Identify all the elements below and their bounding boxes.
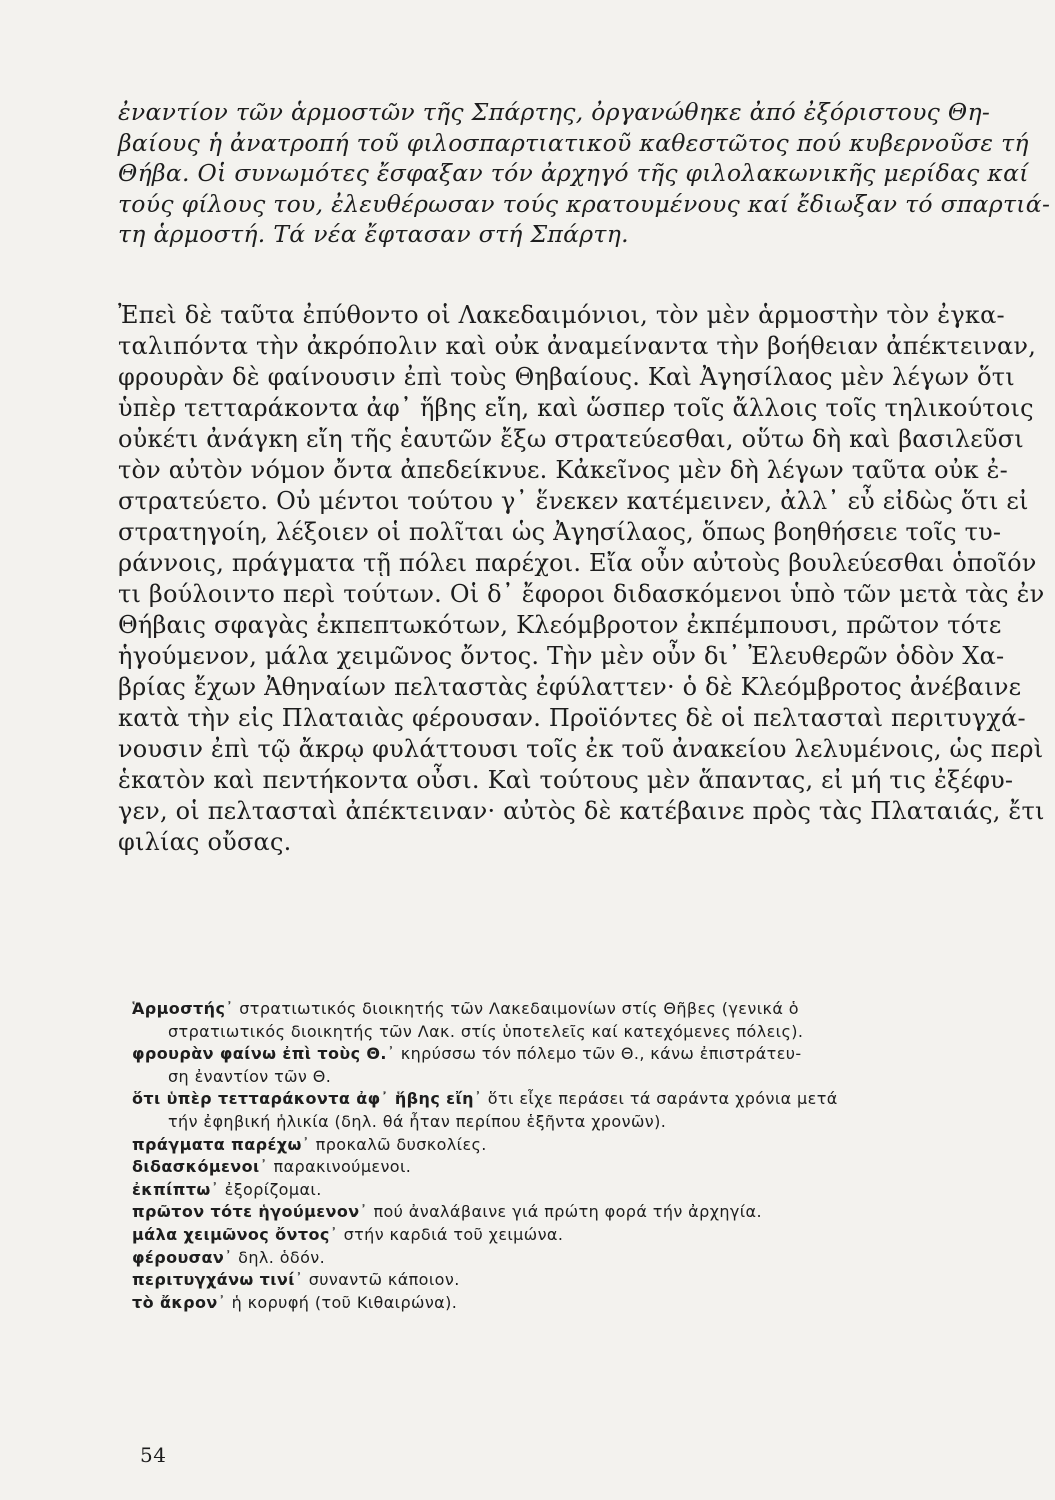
glossary-definition: ἐξορίζομαι. (224, 1179, 322, 1199)
text-line: κατὰ τὴν εἰς Πλαταιὰς φέρουσαν. Προϊόντες δὲ οἱ πελτασταὶ περιτυγχά- (118, 704, 1026, 732)
text-line: γεν, οἱ πελτασταὶ ἀπέκτειναν· αὐτὸς δὲ κατέβαινε πρὸς τὰς Πλαταιάς, ἔτι (118, 797, 1045, 825)
intro-line: τη ἁρμοστή. Τά νέα ἔφτασαν στή Σπάρτη. (118, 220, 629, 248)
text-line: ἑκατὸν καὶ πεντήκοντα οὖσι. Καὶ τούτους μὲν ἅπαντας, εἰ μή τις ἐξέφυ- (118, 766, 1014, 794)
glossary-definition-continued: ση ἐναντίον τῶν Θ. (168, 1066, 332, 1086)
intro-paragraph (118, 97, 1051, 250)
text-line: τι βούλοιντο περὶ τούτων. Οἱ δ᾽ ἔφοροι διδασκόμενοι ὑπὸ τῶν μετὰ τὰς ἐν (118, 580, 1045, 608)
text-line: φρουρὰν δὲ φαίνουσιν ἐπὶ τοὺς Θηβαίους. Καὶ Ἀγησίλαος μὲν λέγων ὅτι (118, 363, 1015, 391)
glossary-entry: φρουρὰν φαίνω ἐπὶ τοὺς Θ.᾽ κηρύσσω τόν πόλεμο τῶν Θ., κάνω ἐπιστράτευ- ση ἐναντίον τῶν Θ. (132, 1043, 1002, 1088)
text-line: Θήβαις σφαγὰς ἐκπεπτωκότων, Κλεόμβροτον ἐκπέμπουσι, πρῶτον τότε (118, 611, 1002, 639)
glossary-entry: πρῶτον τότε ἡγούμενον᾽ πού ἀναλάβαινε γιά πρώτη φορά τήν ἀρχηγία. (132, 1202, 762, 1222)
glossary-definition-continued: στρατιωτικός διοικητής τῶν Λακ. στίς ὑποτελεῖς καί κατεχόμενες πόλεις). (168, 1021, 804, 1041)
glossary-entry: ἐκπίπτω᾽ ἐξορίζομαι. (132, 1179, 322, 1199)
ancient-greek-passage (118, 300, 1045, 858)
glossary-term: πράγματα παρέχω (132, 1134, 302, 1154)
glossary-definition: προκαλῶ δυσκολίες. (315, 1134, 487, 1154)
glossary-entry: φέρουσαν᾽ δηλ. ὁδόν. (132, 1247, 326, 1267)
intro-line: ἐναντίον τῶν ἁρμοστῶν τῆς Σπάρτης, ὀργανώθηκε ἀπό ἐξόριστους Θη- (118, 98, 991, 126)
text-line: ὑπὲρ τετταράκοντα ἀφ᾽ ἥβης εἴη, καὶ ὥσπερ τοῖς ἄλλοις τοῖς τηλικούτοις (118, 394, 1034, 422)
glossary-entry: διδασκόμενοι᾽ παρακινούμενοι. (132, 1157, 412, 1177)
glossary-term: διδασκόμενοι (132, 1157, 260, 1177)
glossary-term: πρῶτον τότε ἡγούμενον (132, 1202, 360, 1222)
glossary-entry: τὸ ἄκρον᾽ ἡ κορυφή (τοῦ Κιθαιρώνα). (132, 1292, 458, 1312)
glossary-definition: ἡ κορυφή (τοῦ Κιθαιρώνα). (231, 1292, 458, 1312)
glossary-definition: παρακινούμενοι. (273, 1157, 412, 1177)
text-line: ταλιπόντα τὴν ἀκρόπολιν καὶ οὐκ ἀναμείναντα τὴν βοήθειαν ἀπέκτειναν, (118, 332, 1037, 360)
glossary-definition: κηρύσσω τόν πόλεμο τῶν Θ., κάνω ἐπιστράτευ- (400, 1044, 802, 1064)
text-line: βρίας ἔχων Ἀθηναίων πελταστὰς ἐφύλαττεν· ὁ δὲ Κλεόμβροτος ἀνέβαινε (118, 673, 1022, 701)
text-line: τὸν αὐτὸν νόμον ὄντα ἀπεδείκνυε. Κἀκεῖνος μὲν δὴ λέγων ταῦτα οὐκ ἐ- (118, 456, 1008, 484)
glossary-term: μάλα χειμῶνος ὄντος (132, 1224, 330, 1244)
glossary (132, 998, 1002, 1314)
text-line: νουσιν ἐπὶ τῷ ἄκρῳ φυλάττουσι τοῖς ἐκ τοῦ ἀνακείου λελυμένοις, ὡς περὶ (118, 735, 1044, 763)
text-line: φιλίας οὔσας. (118, 828, 292, 856)
text-line: στρατεύετο. Οὐ μέντοι τούτου γ᾽ ἕνεκεν κατέμεινεν, ἀλλ᾽ εὖ εἰδὼς ὅτι εἰ (118, 487, 1029, 515)
text-line: ράννοις, πράγματα τῇ πόλει παρέχοι. Εἴα οὖν αὐτοὺς βουλεύεσθαι ὁποῖόν (118, 549, 1037, 577)
glossary-definition-continued: τήν ἐφηβική ἡλικία (δηλ. θά ἦταν περίπου ἑξῆντα χρονῶν). (168, 1111, 667, 1131)
glossary-term: φρουρὰν φαίνω ἐπὶ τοὺς Θ. (132, 1044, 387, 1064)
glossary-entry: ὅτι ὑπὲρ τετταράκοντα ἀφ᾽ ἥβης εἴη᾽ ὅτι εἶχε περάσει τά σαράντα χρόνια μετά τήν ἐφηβική ἡλικία (δηλ. θά ἦταν περίπου ἑξῆντα χρονῶν). (132, 1088, 1002, 1133)
glossary-term: Ἁρμοστής (132, 999, 226, 1018)
glossary-definition: πού ἀναλάβαινε γιά πρώτη φορά τήν ἀρχηγία. (373, 1202, 762, 1222)
glossary-definition: συναντῶ κάποιον. (308, 1270, 460, 1290)
glossary-definition: δηλ. ὁδόν. (238, 1247, 326, 1267)
glossary-term: φέρουσαν (132, 1247, 225, 1267)
text-line: ἡγούμενον, μάλα χειμῶνος ὄντος. Τὴν μὲν οὖν δι᾽ Ἐλευθερῶν ὁδὸν Χα- (118, 642, 1005, 670)
page-number: 54 (140, 1443, 167, 1467)
glossary-entry: περιτυγχάνω τινί᾽ συναντῶ κάποιον. (132, 1270, 460, 1290)
glossary-entry: μάλα χειμῶνος ὄντος᾽ στήν καρδιά τοῦ χειμώνα. (132, 1224, 564, 1244)
intro-line: Θήβα. Οἱ συνωμότες ἔσφαξαν τόν ἀρχηγό τῆς φιλολακωνικῆς μερίδας καί (118, 159, 1029, 187)
glossary-definition: στήν καρδιά τοῦ χειμώνα. (343, 1224, 564, 1244)
text-line: Ἐπεὶ δὲ ταῦτα ἐπύθοντο οἱ Λακεδαιμόνιοι, τὸν μὲν ἁρμοστὴν τὸν ἐγκα- (118, 301, 1005, 329)
glossary-definition: ὅτι εἶχε περάσει τά σαράντα χρόνια μετά (487, 1089, 838, 1109)
glossary-entry: Ἁρμοστής᾽ στρατιωτικός διοικητής τῶν Λακεδαιμονίων στίς Θῆβες (γενικά ὁ στρατιωτικός διοικητής τῶν Λακ. στίς ὑποτελεῖς καί κατεχόμενες πόλεις). (132, 998, 1002, 1043)
glossary-term: τὸ ἄκρον (132, 1292, 218, 1312)
text-line: οὐκέτι ἀνάγκη εἴη τῆς ἑαυτῶν ἔξω στρατεύεσθαι, οὕτω δὴ καὶ βασιλεῦσι (118, 425, 1024, 453)
glossary-entry: πράγματα παρέχω᾽ προκαλῶ δυσκολίες. (132, 1134, 487, 1154)
intro-line: βαίους ἡ ἀνατροπή τοῦ φιλοσπαρτιατικοῦ καθεστῶτος πού κυβερνοῦσε τή (118, 128, 1029, 157)
glossary-definition: στρατιωτικός διοικητής τῶν Λακεδαιμονίων στίς Θῆβες (γενικά ὁ (239, 999, 799, 1018)
glossary-term: ὅτι ὑπὲρ τετταράκοντα ἀφ᾽ ἥβης εἴη (132, 1089, 474, 1109)
text-line: στρατηγοίη, λέξοιεν οἱ πολῖται ὡς Ἀγησίλαος, ὅπως βοηθήσειε τοῖς τυ- (118, 518, 1002, 546)
intro-line: τούς φίλους του, ἐλευθέρωσαν τούς κρατουμένους καί ἔδιωξαν τό σπαρτιά- (118, 189, 1051, 218)
glossary-term: περιτυγχάνω τινί (132, 1270, 295, 1290)
glossary-term: ἐκπίπτω (132, 1179, 211, 1199)
